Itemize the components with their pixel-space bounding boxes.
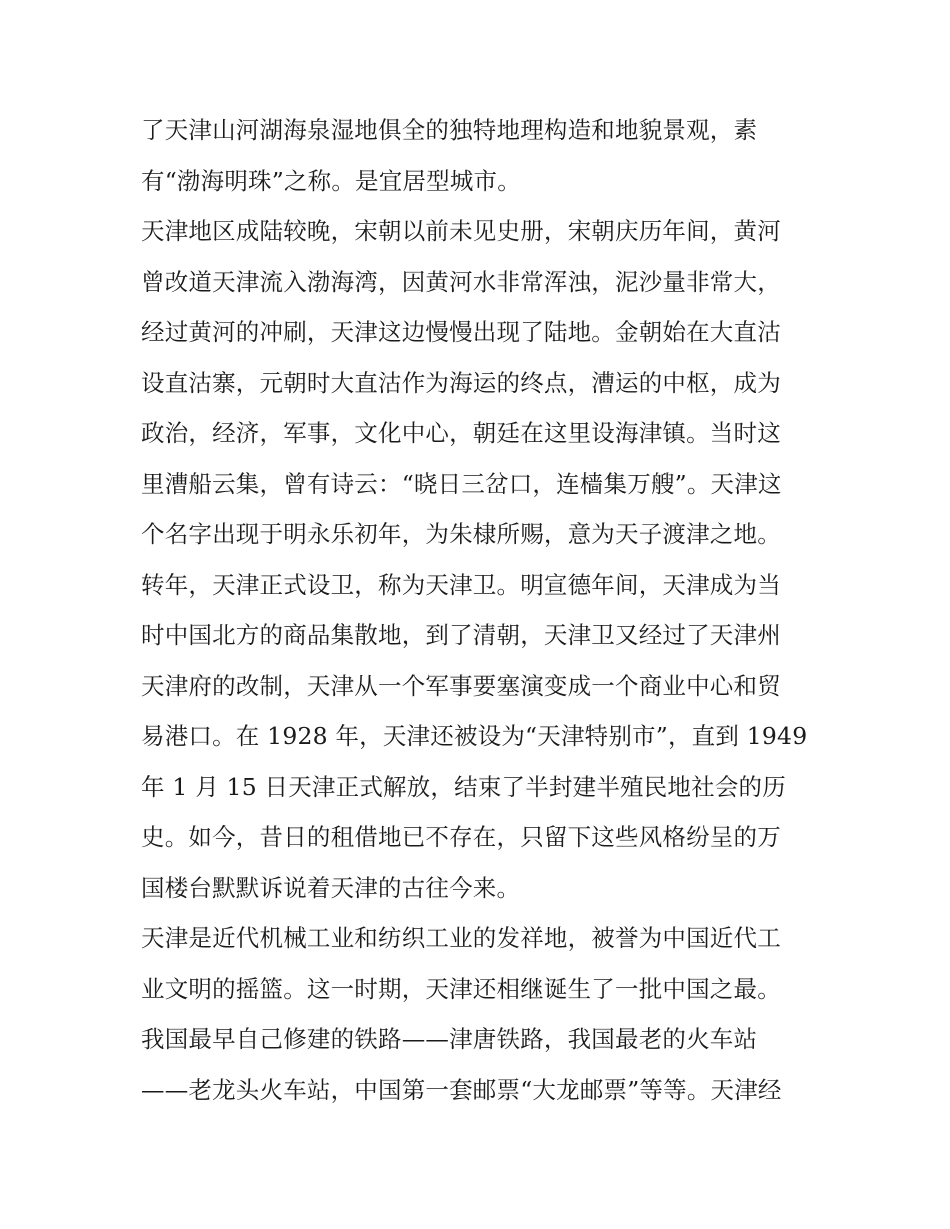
text-line: 曾改道天津流入渤海湾，因黄河水非常浑浊，泥沙量非常大， [141,268,781,296]
text-line: 里漕船云集，曾有诗云：“晓日三岔口，连樯集万艘”。天津这 [141,470,782,498]
text-line: 天津地区成陆较晚，宋朝以前未见史册，宋朝庆历年间，黄河 [141,217,781,245]
text-line: 史。如今，昔日的租借地已不存在，只留下这些风格纷呈的万 [141,823,781,851]
text-line: 转年，天津正式设卫，称为天津卫。明宣德年间，天津成为当 [141,571,781,599]
text-line: 我国最早自己修建的铁路——津唐铁路，我国最老的火车站 [141,1025,758,1053]
text-line: 年 1 月 15 日天津正式解放，结束了半封建半殖民地社会的历 [141,773,786,801]
text-line: 国楼台默默诉说着天津的古往今来。 [141,874,521,902]
text-line: 时中国北方的商品集散地，到了清朝，天津卫又经过了天津州 [141,621,781,649]
text-line: 天津是近代机械工业和纺织工业的发祥地，被誉为中国近代工 [141,924,781,952]
text-line: 设直沽寨，元朝时大直沽作为海运的终点，漕运的中枢，成为 [141,369,781,397]
text-line: 经过黄河的冲刷，天津这边慢慢出现了陆地。金朝始在大直沽 [141,318,781,346]
text-line: 易港口。在 1928 年，天津还被设为“天津特别市”，直到 1949 [141,722,808,750]
text-line: ——老龙头火车站，中国第一套邮票“大龙邮票”等等。天津经 [141,1076,782,1104]
text-line: 个名字出现于明永乐初年，为朱棣所赐，意为天子渡津之地。 [141,520,781,548]
text-line: 有“渤海明珠”之称。是宜居型城市。 [141,167,521,195]
text-line: 政治，经济，军事，文化中心，朝廷在这里设海津镇。当时这 [141,419,781,447]
text-line: 天津府的改制，天津从一个军事要塞演变成一个商业中心和贸 [141,672,781,700]
text-line: 业文明的摇篮。这一时期，天津还相继诞生了一批中国之最。 [141,975,781,1003]
text-line: 了天津山河湖海泉湿地俱全的独特地理构造和地貌景观，素 [141,116,758,144]
